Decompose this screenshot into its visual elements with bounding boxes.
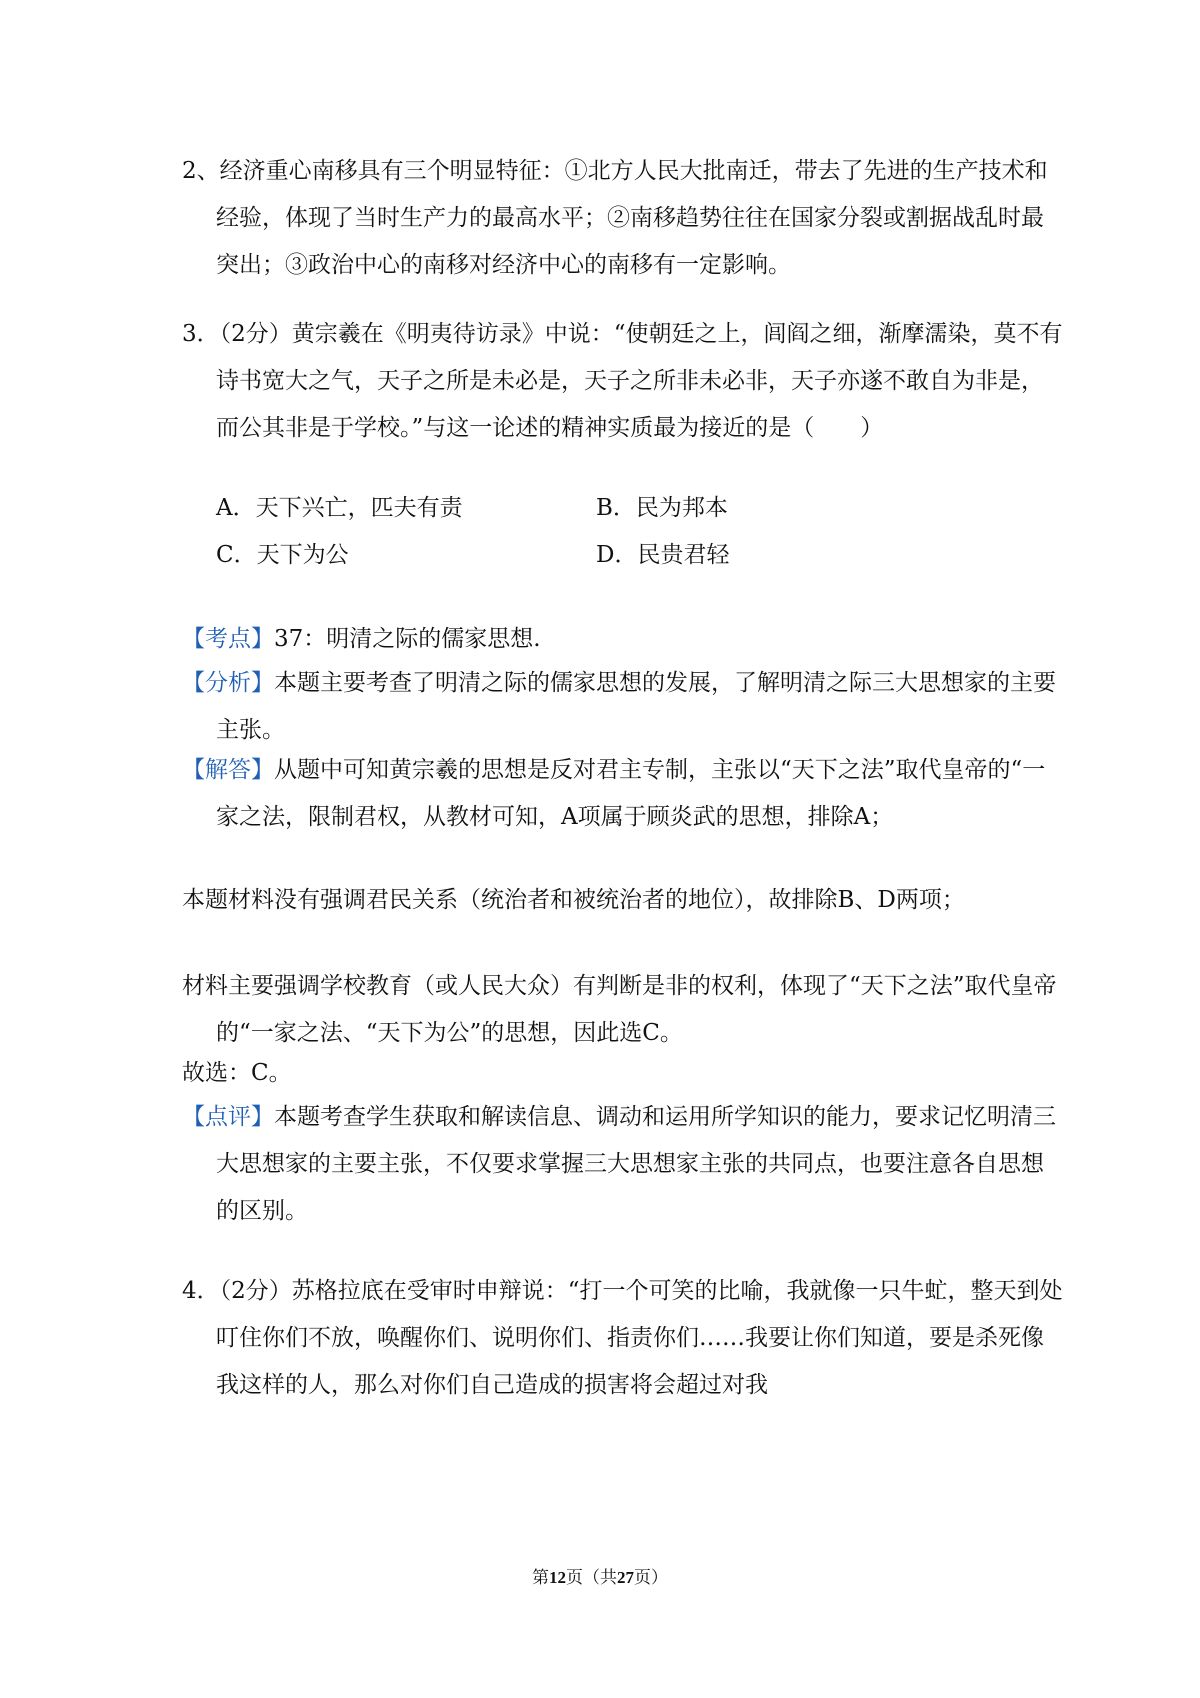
question-3-stem: 3．（2分）黄宗羲在《明夷待访录》中说：“使朝廷之上，闾阎之细，渐摩濡染，莫不有诗书宽大之气，天子之所是未必是，天子之所非未必非，天子亦遂不敢自为非是，而公其非是于学校。”与这一论述的精神实质最为接近的是（ ）	[182, 321, 1063, 441]
footer-middle: 页（共	[566, 1568, 617, 1588]
jieda-section	[182, 747, 1066, 841]
option-a: A．天下兴亡，匹夫有责	[216, 495, 463, 521]
kaodian-tag: 【考点】	[182, 626, 274, 652]
kaodian-section	[182, 616, 1066, 663]
page-footer	[0, 1563, 1200, 1588]
analysis-paragraph-1: 本题材料没有强调君民关系（统治者和被统治者的地位），故排除B、D两项；	[182, 887, 965, 913]
option-c: C．天下为公	[216, 542, 349, 568]
footer-page-number: 12	[549, 1568, 566, 1587]
fenxi-tag: 【分析】	[182, 670, 274, 696]
question-2-text: 2、经济重心南移具有三个明显特征：①北方人民大批南迁，带去了先进的生产技术和经验，体现了当时生产力的最高水平；②南移趋势往往在国家分裂或割据战乱时最突出；③政治中心的南移对经济中心的南移有一定影响。	[182, 158, 1048, 278]
analysis-paragraph-2: 材料主要强调学校教育（或人民大众）有判断是非的权利，体现了“天下之法”取代皇帝的“一家之法、“天下为公”的思想，因此选C。	[182, 973, 1057, 1046]
question-3-options	[216, 485, 976, 579]
fenxi-section	[182, 660, 1066, 754]
kaodian-text: 37：明清之际的儒家思想.	[274, 626, 541, 652]
answer-line: 故选：C。	[182, 1060, 292, 1086]
dianping-text: 本题考查学生获取和解读信息、调动和运用所学知识的能力，要求记忆明清三大思想家的主要主张，不仅要求掌握三大思想家主张的共同点，也要注意各自思想的区别。	[216, 1104, 1056, 1224]
footer-prefix: 第	[532, 1568, 549, 1588]
dianping-section	[182, 1094, 1066, 1235]
jieda-tag: 【解答】	[182, 757, 274, 783]
option-b: B．民为邦本	[596, 495, 728, 521]
footer-total-pages: 27	[617, 1568, 634, 1587]
jieda-text: 从题中可知黄宗羲的思想是反对君主专制，主张以“天下之法”取代皇帝的“一家之法，限制君权，从教材可知，A项属于顾炎武的思想，排除A；	[216, 757, 1046, 830]
dianping-tag: 【点评】	[182, 1104, 274, 1130]
footer-suffix: 页）	[634, 1568, 668, 1588]
fenxi-text: 本题主要考查了明清之际的儒家思想的发展，了解明清之际三大思想家的主要主张。	[216, 670, 1056, 743]
question-4-stem: 4．（2分）苏格拉底在受审时申辩说：“打一个可笑的比喻，我就像一只牛虻，整天到处叮住你们不放，唤醒你们、说明你们、指责你们……我要让你们知道，要是杀死像我这样的人，那么对你们自己造成的损害将会超过对我	[182, 1278, 1063, 1398]
option-d: D．民贵君轻	[596, 542, 730, 568]
